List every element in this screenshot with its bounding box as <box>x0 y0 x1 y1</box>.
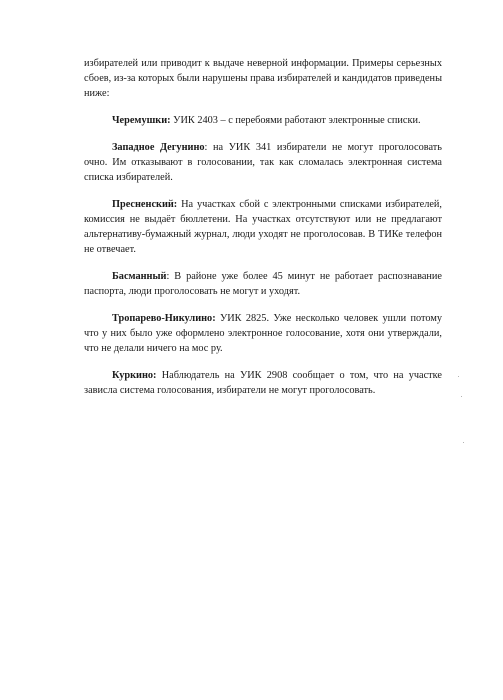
entry-paragraph-cheryomushki <box>84 113 442 128</box>
entry-paragraph-zapadnoe-degunino <box>84 140 442 185</box>
entry-paragraph-kurkino <box>84 368 442 398</box>
intro-paragraph: избирателей или приводит к выдаче неверной информации. Примеры серьезных сбоев, из-за которых были нарушены права избирателей и кандидатов приведены ниже: <box>84 58 442 99</box>
district-name: Пресненский: <box>112 199 178 210</box>
district-name: Басманный <box>112 271 167 282</box>
entry-text: Наблюдатель на УИК 2908 сообщает о том, что на участке зависла система голосования, избиратели не могут проголосовать. <box>84 370 442 396</box>
entry-paragraph-basmanny <box>84 269 442 299</box>
district-name: Черемушки: <box>112 115 171 126</box>
entry-paragraph-troparevo-nikulino <box>84 311 442 356</box>
entry-text: : В районе уже более 45 минут не работает распознавание паспорта, люди проголосовать не могут и уходят. <box>84 271 442 297</box>
entry-text: На участках сбой с электронными списками избирателей, комиссия не выдаёт бюллетени. На участках отсутствуют или не предлагают альтернативу-бумажный журнал, люди уходят не проголосовав. В ТИКе телефон не отвечает. <box>84 199 442 255</box>
entry-text: УИК 2403 – с перебоями работают электронные списки. <box>170 115 421 126</box>
district-name: Тропарево-Никулино: <box>112 313 216 324</box>
district-name: Куркино: <box>112 370 157 381</box>
scan-speck <box>461 396 462 397</box>
scan-speck <box>458 376 459 377</box>
entry-paragraph-presnensky <box>84 197 442 257</box>
scan-speck <box>463 442 464 443</box>
entry-text: УИК 2825. Уже несколько человек ушли потому что у них было уже оформлено электронное голосование, хотя они утверждали, что не делали ничего на мос ру. <box>84 313 442 354</box>
document-body <box>84 56 442 410</box>
entry-text: : на УИК 341 избиратели не могут проголосовать очно. Им отказывают в голосовании, так как сломалась электронная система списка избирателей. <box>84 142 443 183</box>
district-name: Западное Дегунино <box>112 142 205 153</box>
